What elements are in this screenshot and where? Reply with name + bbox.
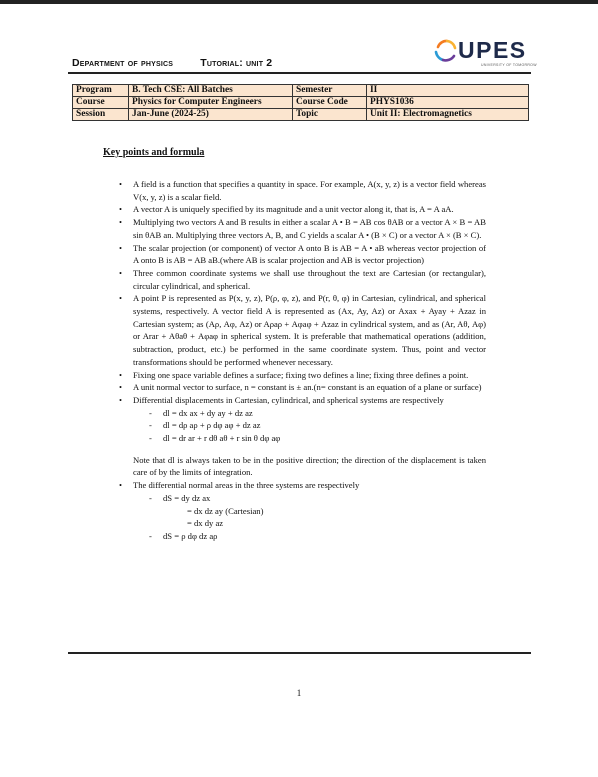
course-info-table [72,84,529,121]
area-formula: = dx dz ay (Cartesian) [187,505,264,516]
logo-tagline: UNIVERSITY OF TOMORROW [481,63,537,67]
department-label: Department of physics [72,57,174,69]
list-item: • Differential displacements in Cartesian, cylindrical, and spherical systems are respectively [119,394,486,407]
area-formula: = dx dy az [187,518,224,529]
page-number: 1 [296,688,302,698]
table-cell: Jan-June (2024-25) [129,109,293,121]
table-cell: Program [73,85,129,97]
tutorial-label: Tutorial: unit 2 [200,57,273,69]
table-row [73,85,529,97]
header-rule [68,72,531,74]
logo-mark-icon [433,38,459,64]
section-heading: Key points and formula [103,147,205,158]
table-cell: Semester [293,85,367,97]
displacement-formula: - dl = dρ aρ + ρ dφ aφ + dz az [163,419,486,432]
list-item: • The scalar projection (or component) of vector A onto B is AB = A • aB whereas vector projection of A onto B is AB = AB aB.(where AB is scalar projection and AB is vector projection) [119,242,486,267]
list-item: • A vector A is uniquely specified by its magnitude and a unit vector along it, that is, A = A aA. [119,203,486,216]
table-cell: II [367,85,529,97]
table-row [73,109,529,121]
area-formula: - dS = ρ dφ dz aρ [163,530,486,543]
table-cell: PHYS1036 [367,97,529,109]
list-item: • A point P is represented as P(x, y, z), P(ρ, φ, z), and P(r, θ, φ) in Cartesian, cylindrical, and spherical systems, respectively. A vector field A is represented as (Ax, Ay, Az) or Axax + Ayay + Azaz in Cartesian system; as (Aρ, Aφ, Az) or Aρaρ + Aφaφ + Azaz in cylindrical system, and as (Ar, Aθ, Aφ) or Arar + Aθaθ + Aφaφ in spherical system. It is preferable that mathematical operations (addition, subtraction, product, etc.) be performed in the same coordinate system. Thus, point and vector transformations should be performed whenever necessary. [119,292,486,368]
displacement-note: Note that dl is always taken to be in the positive direction; the direction of the displacement is taken care of by the limits of integration. [133,454,486,478]
list-item: • Fixing one space variable defines a surface; fixing two defines a line; fixing three defines a point. [119,369,486,382]
table-cell: Course Code [293,97,367,109]
table-cell: Physics for Computer Engineers [129,97,293,109]
area-formula: - dS = dy dz ax [163,492,486,505]
top-border [0,0,598,4]
list-item: • A unit normal vector to surface, n = constant is ± an.(n= constant is an equation of a plane or surface) [119,381,486,394]
table-cell: Session [73,109,129,121]
table-cell: Topic [293,109,367,121]
upes-logo [433,37,537,70]
list-item: • Three common coordinate systems we shall use throughout the text are Cartesian (or rectangular), circular cylindrical, and spherical. [119,267,486,292]
displacement-formula: - dl = dr ar + r dθ aθ + r sin θ dφ aφ [163,432,486,445]
table-cell: B. Tech CSE: All Batches [129,85,293,97]
key-points-list [119,178,486,543]
list-item: • A field is a function that specifies a quantity in space. For example, A(x, y, z) is a vector field whereas V(x, y, z) is a scalar field. [119,178,486,203]
displacement-formula: - dl = dx ax + dy ay + dz az [163,407,486,420]
footer-rule [68,652,531,654]
table-cell: Course [73,97,129,109]
page-header [72,57,272,69]
table-cell: Unit II: Electromagnetics [367,109,529,121]
table-row [73,97,529,109]
list-item: • Multiplying two vectors A and B results in either a scalar A • B = AB cos θAB or a vector A × B = AB sin θAB an. Multiplying three vectors A, B, and C yields a scalar A • (B × C) or a vector A × (B × C). [119,216,486,241]
logo-text: UPES [458,37,527,63]
list-item: • The differential normal areas in the three systems are respectively [119,479,486,492]
